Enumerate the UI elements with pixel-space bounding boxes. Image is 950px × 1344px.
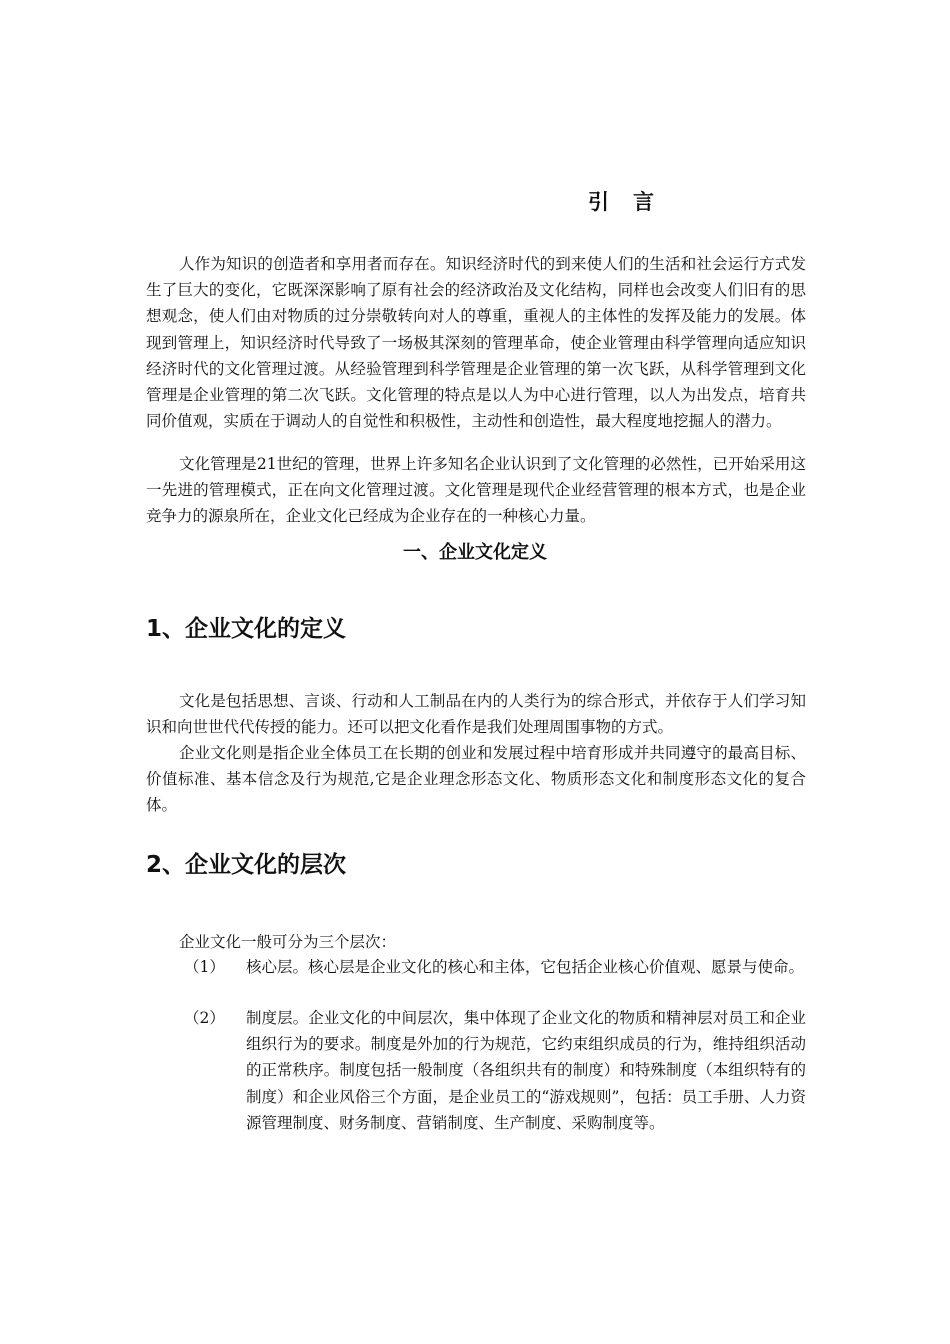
list-item-number: （2）: [184, 1009, 225, 1027]
section2-intro: 企业文化一般可分为三个层次：: [179, 933, 397, 951]
intro-paragraph-1: 人作为知识的创造者和享用者而存在。知识经济时代的到来使人们的生活和社会运行方式发生了巨大的变化，它既深深影响了原有社会的经济政治及文化结构，同样也会改变人们旧有的思想观念，使人们由对物质的过分崇敬转向对人的尊重，重视人的主体性的发挥及能力的发展。体现到管理上，知识经济时代导致了一场极其深刻的管理革命，使企业管理由科学管理向适应知识经济时代的文化管理过渡。从经验管理到科学管理是企业管理的第一次飞跃，从科学管理到文化管理是企业管理的第二次飞跃。文化管理的特点是以人为中心进行管理，以人为出发点，培育共同价值观，实质在于调动人的自觉性和积极性，主动性和创造性，最大程度地挖掘人的潜力。: [146, 255, 806, 431]
list-item-number: （1）: [184, 958, 225, 976]
list-item-text: 制度层。企业文化的中间层次，集中体现了企业文化的物质和精神层对员工和企业组织行为的要求。制度是外加的行为规范，它约束组织成员的行为，维持组织活动的正常秩序。制度包括一般制度（各组织共有的制度）和特殊制度（本组织特有的制度）和企业风俗三个方面，是企业员工的“游戏规则”，包括：员工手册、人力资源管理制度、财务制度、营销制度、生产制度、采购制度等。: [246, 1009, 806, 1132]
section1-paragraph-1: 文化是包括思想、言谈、行动和人工制品在内的人类行为的综合形式，并依存于人们学习知识和向世世代代传授的能力。还可以把文化看作是我们处理周围事物的方式。: [146, 692, 806, 737]
chapter-heading: 一、企业文化定义: [403, 542, 547, 563]
section-heading-2: 2、企业文化的层次: [146, 852, 347, 878]
page-title: 引言: [588, 189, 678, 214]
intro-paragraph-2: 文化管理是21世纪的管理，世界上许多知名企业认识到了文化管理的必然性，已开始采用这一先进的管理模式，正在向文化管理过渡。文化管理是现代企业经营管理的根本方式，也是企业竞争力的源泉所在，企业文化已经成为企业存在的一种核心力量。: [146, 455, 806, 526]
list-item-text: 核心层。核心层是企业文化的核心和主体，它包括企业核心价值观、愿景与使命。: [246, 958, 805, 976]
section-heading-1: 1、企业文化的定义: [146, 616, 347, 642]
section1-paragraph-2: 企业文化则是指企业全体员工在长期的创业和发展过程中培育形成并共同遵守的最高目标、价值标准、基本信念及行为规范,它是企业理念形态文化、物质形态文化和制度形态文化的复合体。: [146, 744, 806, 815]
